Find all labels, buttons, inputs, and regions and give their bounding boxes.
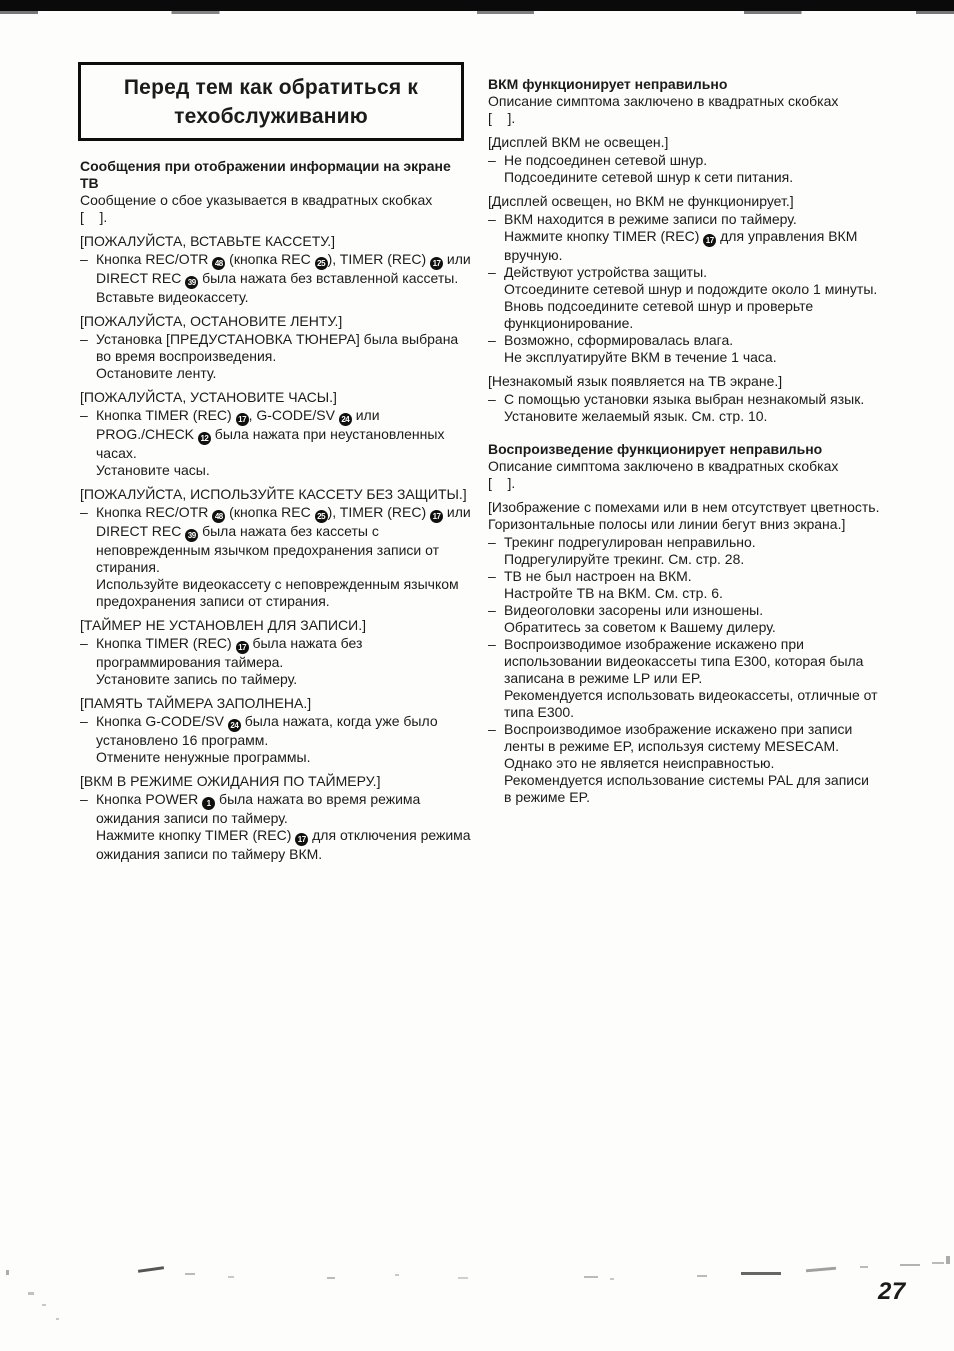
section-intro: Описание симптома заключено в квадратных скобках: [488, 458, 839, 474]
text-paragraph: Отмените ненужные программы.: [96, 749, 311, 765]
dash-bullet: –: [488, 721, 496, 737]
section-intro: Описание симптома заключено в квадратных скобках: [488, 93, 839, 109]
button-number-badge: 39: [185, 276, 198, 289]
scan-artifact: [28, 1292, 34, 1295]
cause-item: [488, 264, 880, 332]
symptom-label: [Незнакомый язык появляется на ТВ экране.]: [488, 373, 783, 389]
dash-bullet: –: [488, 264, 496, 280]
text-paragraph: Используйте видеокассету с неповрежденным язычком предохранения записи от стирания.: [96, 576, 459, 609]
scan-artifact: [860, 1266, 868, 1268]
section-heading: ВКМ функционирует неправильно: [488, 76, 728, 92]
trouble-entry: [80, 313, 472, 382]
dash-bullet: –: [80, 407, 88, 423]
page-number: 27: [878, 1278, 906, 1305]
text-paragraph: Кнопка G-CODE/SV 24 была нажата, когда уже было установлено 16 программ.: [96, 713, 438, 748]
text-paragraph: Отсоедините сетевой шнур и подождите около 1 минуты. Вновь подсоедините сетевой шнур и проверьте функционирование.: [504, 281, 878, 331]
button-number-badge: 12: [198, 432, 211, 445]
cause-text: [504, 534, 880, 568]
symptom-label: [ПОЖАЛУЙСТА, ВСТАВЬТЕ КАССЕТУ.]: [80, 233, 336, 249]
trouble-entry: [488, 373, 880, 425]
text-paragraph: Не эксплуатируйте ВКМ в течение 1 часа.: [504, 349, 777, 365]
scan-artifact: [395, 1274, 399, 1276]
cause-text: [96, 635, 472, 688]
symptom-label: [ПОЖАЛУЙСТА, ОСТАНОВИТЕ ЛЕНТУ.]: [80, 313, 343, 329]
cause-text: [504, 391, 880, 425]
right-column: [488, 76, 880, 806]
text-paragraph: С помощью установки языка выбран незнакомый язык.: [504, 391, 865, 407]
symptom-label: [ВКМ В РЕЖИМЕ ОЖИДАНИЯ ПО ТАЙМЕРУ.]: [80, 773, 381, 789]
dash-bullet: –: [488, 636, 496, 652]
symptom-label: [ТАЙМЕР НЕ УСТАНОВЛЕН ДЛЯ ЗАПИСИ.]: [80, 617, 366, 633]
button-number-badge: 17: [295, 833, 308, 846]
cause-text: [96, 407, 472, 479]
scan-artifact: [584, 1276, 598, 1278]
dash-bullet: –: [488, 391, 496, 407]
dash-bullet: –: [80, 251, 88, 267]
text-paragraph: Установите часы.: [96, 462, 210, 478]
dash-bullet: –: [488, 568, 496, 584]
text-paragraph: Установка [ПРЕДУСТАНОВКА ТЮНЕРА] была выбрана во время воспроизведения.: [96, 331, 459, 364]
symptom-label: [Дисплей ВКМ не освещен.]: [488, 134, 669, 150]
cause-item: [80, 407, 472, 479]
page-title: Перед тем как обратиться к: [123, 75, 419, 99]
text-paragraph: Кнопка POWER 1 была нажата во время режима ожидания записи по таймеру.: [96, 791, 421, 826]
text-paragraph: Рекомендуется использование системы PAL для записи в режиме EP.: [504, 772, 869, 805]
scan-artifact: [185, 1273, 195, 1275]
cause-text: [504, 211, 880, 264]
trouble-entry: [80, 773, 472, 863]
cause-item: [488, 391, 880, 425]
trouble-entry: [488, 499, 880, 806]
button-number-badge: 24: [339, 413, 352, 426]
button-number-badge: 48: [212, 510, 225, 523]
cause-item: [488, 721, 880, 806]
text-paragraph: Кнопка TIMER (REC) 17 , G-CODE/SV 24 или PROG./CHECK 12 была нажата при неустановленных часах.: [96, 407, 445, 461]
button-number-badge: 17: [236, 413, 249, 426]
dash-bullet: –: [488, 602, 496, 618]
text-paragraph: Кнопка TIMER (REC) 17 была нажата без программирования таймера.: [96, 635, 363, 670]
scan-artifact: [228, 1276, 234, 1278]
cause-text: [96, 713, 472, 766]
scan-artifact: [610, 1278, 614, 1280]
symptom-label: [Дисплей освещен, но ВКМ не функционирует.]: [488, 193, 794, 209]
trouble-entry: [488, 193, 880, 366]
scan-artifact: [6, 1270, 9, 1275]
scan-edge-bar: [0, 0, 954, 11]
cause-item: [488, 534, 880, 568]
dash-bullet: –: [80, 791, 88, 807]
text-paragraph: Возможно, сформировалась влага.: [504, 332, 734, 348]
text-paragraph: Вставьте видеокассету.: [96, 289, 249, 305]
text-paragraph: Установите желаемый язык. См. стр. 10.: [504, 408, 768, 424]
cause-text: [96, 251, 472, 306]
dash-bullet: –: [488, 534, 496, 550]
text-paragraph: Подсоедините сетевой шнур к сети питания.: [504, 169, 794, 185]
text-paragraph: Обратитесь за советом к Вашему дилеру.: [504, 619, 776, 635]
troubleshooting-section: [488, 441, 880, 806]
page-title-box: [78, 62, 464, 141]
cause-item: [80, 635, 472, 688]
dash-bullet: –: [80, 635, 88, 651]
trouble-entry: [80, 486, 472, 610]
cause-item: [488, 152, 880, 186]
dash-bullet: –: [488, 211, 496, 227]
troubleshooting-section: [488, 76, 880, 425]
cause-item: [80, 791, 472, 863]
button-number-badge: 17: [430, 510, 443, 523]
text-paragraph: Однако это не является неисправностью.: [504, 755, 775, 771]
dash-bullet: –: [80, 713, 88, 729]
scan-artifact: [327, 1277, 335, 1279]
cause-text: [504, 332, 880, 366]
dash-bullet: –: [80, 504, 88, 520]
troubleshooting-section: [80, 158, 472, 863]
cause-item: [488, 568, 880, 602]
symptom-label: [ПОЖАЛУЙСТА, ИСПОЛЬЗУЙТЕ КАССЕТУ БЕЗ ЗАЩИТЫ.]: [80, 486, 467, 502]
text-paragraph: Воспроизводимое изображение искажено при записи ленты в режиме EP, используя систему MESECAM.: [504, 721, 853, 754]
text-paragraph: Остановите ленту.: [96, 365, 217, 381]
cause-item: [80, 504, 472, 610]
scan-artifact: [806, 1267, 836, 1273]
cause-item: [488, 211, 880, 264]
text-paragraph: Нажмите кнопку TIMER (REC) 17 для управления ВКМ вручную.: [504, 228, 858, 263]
scan-artifact: [741, 1272, 781, 1275]
scan-artifact: [946, 1256, 950, 1264]
cause-text: [96, 791, 472, 863]
trouble-entry: [488, 134, 880, 186]
cause-text: [96, 504, 472, 610]
button-number-badge: 17: [430, 257, 443, 270]
dash-bullet: –: [80, 331, 88, 347]
text-paragraph: Действуют устройства защиты.: [504, 264, 708, 280]
trouble-entry: [80, 389, 472, 479]
section-intro: Сообщение о сбое указывается в квадратных скобках: [80, 192, 433, 208]
cause-item: [80, 331, 472, 382]
text-paragraph: ТВ не был настроен на ВКМ.: [504, 568, 692, 584]
button-number-badge: 17: [703, 234, 716, 247]
button-number-badge: 1: [202, 797, 215, 810]
trouble-entry: [80, 617, 472, 688]
text-paragraph: Установите запись по таймеру.: [96, 671, 298, 687]
text-paragraph: ВКМ находится в режиме записи по таймеру.: [504, 211, 797, 227]
trouble-entry: [80, 233, 472, 306]
button-number-badge: 17: [236, 641, 249, 654]
button-number-badge: 39: [185, 529, 198, 542]
text-paragraph: Кнопка REC/OTR 48 (кнопка REC 25 ), TIMER (REC) 17 или DIRECT REC 39 была нажата без вставленной кассеты.: [96, 251, 471, 287]
text-paragraph: Подрегулируйте трекинг. См. стр. 28.: [504, 551, 745, 567]
scan-artifact: [138, 1266, 164, 1273]
symptom-label: [ПАМЯТЬ ТАЙМЕРА ЗАПОЛНЕНА.]: [80, 695, 312, 711]
text-paragraph: Не подсоединен сетевой шнур.: [504, 152, 708, 168]
cause-item: [488, 602, 880, 636]
cause-item: [80, 251, 472, 306]
text-paragraph: Рекомендуется использовать видеокассеты, отличные от типа E300.: [504, 687, 878, 720]
cause-text: [504, 721, 880, 806]
button-number-badge: 48: [212, 257, 225, 270]
cause-item: [488, 636, 880, 721]
cause-text: [504, 152, 880, 186]
page-title-line2: техобслуживанию: [174, 104, 368, 128]
section-heading: Сообщения при отображении информации на экране ТВ: [80, 158, 451, 191]
symptom-label: [ПОЖАЛУЙСТА, УСТАНОВИТЕ ЧАСЫ.]: [80, 389, 337, 405]
scan-artifact: [697, 1275, 707, 1277]
cause-text: [504, 264, 880, 332]
symptom-label: [Изображение с помехами или в нем отсутствует цветность. Горизонтальные полосы или линии бегут вниз экрана.]: [488, 499, 880, 532]
scan-artifact: [42, 1304, 46, 1306]
trouble-entry: [80, 695, 472, 766]
button-number-badge: 25: [315, 510, 328, 523]
section-intro: [ ].: [488, 475, 516, 491]
section-heading: Воспроизведение функционирует неправильно: [488, 441, 823, 457]
left-column: [80, 158, 472, 863]
button-number-badge: 24: [228, 719, 241, 732]
dash-bullet: –: [488, 332, 496, 348]
text-paragraph: Трекинг подрегулирован неправильно.: [504, 534, 756, 550]
text-paragraph: Настройте ТВ на ВКМ. См. стр. 6.: [504, 585, 723, 601]
cause-item: [80, 713, 472, 766]
text-paragraph: Нажмите кнопку TIMER (REC) 17 для отключения режима ожидания записи по таймеру ВКМ.: [96, 827, 471, 862]
section-intro: [ ].: [488, 110, 516, 126]
text-paragraph: Воспроизводимое изображение искажено при использовании видеокассеты типа E300, которая была записана в режиме LP или EP.: [504, 636, 864, 686]
text-paragraph: Видеоголовки засорены или изношены.: [504, 602, 764, 618]
scan-artifact: [900, 1264, 920, 1266]
section-intro: [ ].: [80, 209, 108, 225]
button-number-badge: 25: [315, 257, 328, 270]
dash-bullet: –: [488, 152, 496, 168]
scan-artifact: [56, 1318, 59, 1320]
cause-text: [96, 331, 472, 382]
cause-text: [504, 636, 880, 721]
text-paragraph: Кнопка REC/OTR 48 (кнопка REC 25 ), TIMER (REC) 17 или DIRECT REC 39 была нажата без кассеты с неповрежденным язычком предохранения записи от стирания.: [96, 504, 471, 575]
scan-artifact: [932, 1262, 944, 1264]
scan-artifact: [458, 1277, 468, 1279]
cause-item: [488, 332, 880, 366]
cause-text: [504, 602, 880, 636]
cause-text: [504, 568, 880, 602]
